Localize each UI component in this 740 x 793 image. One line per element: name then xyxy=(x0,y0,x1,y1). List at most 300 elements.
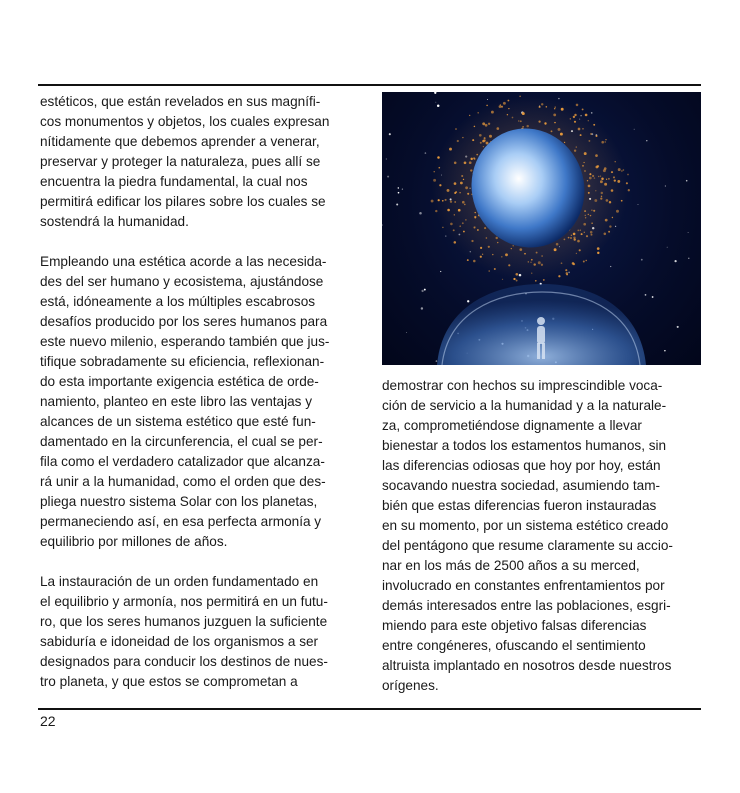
satellite-dot xyxy=(503,102,506,105)
satellite-dot xyxy=(486,237,488,239)
satellite-dot xyxy=(502,279,503,280)
satellite-dot xyxy=(461,175,463,177)
satellite-dot xyxy=(626,182,628,184)
text-line: el equilibrio y armonía, nos permitirá en un futu- xyxy=(40,594,328,609)
star xyxy=(419,212,422,215)
satellite-dot xyxy=(475,212,476,213)
text-line: en su momento, por un sistema estético creado xyxy=(382,518,669,533)
star xyxy=(667,247,668,248)
satellite-dot xyxy=(586,235,588,237)
satellite-dot xyxy=(467,259,469,261)
satellite-dot xyxy=(611,189,614,192)
satellite-dot xyxy=(597,247,600,250)
satellite-dot xyxy=(519,248,522,251)
satellite-dot xyxy=(601,178,604,181)
satellite-dot xyxy=(580,134,582,136)
satellite-dot xyxy=(606,199,609,202)
satellite-dot xyxy=(593,210,595,212)
satellite-dot xyxy=(473,226,475,228)
star xyxy=(674,260,676,262)
satellite-dot xyxy=(583,162,584,163)
satellite-dot xyxy=(496,127,499,130)
star xyxy=(467,300,469,302)
satellite-dot xyxy=(508,264,510,266)
satellite-dot xyxy=(618,168,621,171)
satellite-dot xyxy=(462,222,464,224)
satellite-dot xyxy=(488,270,490,272)
satellite-dot xyxy=(511,248,512,249)
text-line: estéticos, que están revelados en sus magnífi- xyxy=(40,94,321,109)
paragraph xyxy=(40,92,366,232)
satellite-dot xyxy=(584,210,586,212)
star xyxy=(389,133,391,135)
satellite-dot xyxy=(477,229,479,231)
text-line: encuentra la piedra fundamental, la cual nos xyxy=(40,174,308,189)
star xyxy=(406,332,407,333)
satellite-dot xyxy=(450,200,452,202)
text-line: preservar y proteger la naturaleza, pues allí se xyxy=(40,154,321,169)
satellite-dot xyxy=(465,186,468,189)
satellite-dot xyxy=(584,170,586,172)
satellite-dot xyxy=(595,190,596,191)
text-line: bién que estas diferencias fueron instauradas xyxy=(382,498,657,513)
star xyxy=(641,259,643,261)
satellite-dot xyxy=(588,214,589,215)
satellite-dot xyxy=(459,225,461,227)
satellite-dot xyxy=(512,117,514,119)
satellite-dot xyxy=(438,199,440,201)
text-line: Empleando una estética acorde a las necesida- xyxy=(40,254,327,269)
satellite-dot xyxy=(474,217,476,219)
satellite-dot xyxy=(543,279,545,281)
satellite-dot xyxy=(437,156,440,159)
satellite-dot xyxy=(483,139,486,142)
satellite-dot xyxy=(454,201,456,203)
text-line: permaneciendo así, en esa perfecta armonía y xyxy=(40,514,322,529)
satellite-dot xyxy=(554,248,557,251)
star xyxy=(424,289,426,291)
satellite-dot xyxy=(499,105,502,108)
satellite-dot xyxy=(449,148,452,151)
satellite-dot xyxy=(592,175,594,177)
text-line: altruista implantado en nosotros desde nuestros xyxy=(382,658,672,673)
satellite-dot xyxy=(605,139,606,140)
star xyxy=(382,224,383,226)
satellite-dot xyxy=(561,262,563,264)
satellite-dot xyxy=(471,240,473,242)
star xyxy=(421,290,423,292)
satellite-dot xyxy=(604,183,607,186)
satellite-dot xyxy=(601,141,604,144)
text-line: bienestar a todos los estamentos humanos, sin xyxy=(382,438,667,453)
text-line: des del ser humano y ecosistema, ajustándose xyxy=(40,274,324,289)
satellite-dot xyxy=(483,146,484,147)
satellite-dot xyxy=(561,108,564,111)
space-illustration xyxy=(382,92,701,365)
text-line: designados para conducir los destinos de nues- xyxy=(40,654,328,669)
satellite-dot xyxy=(544,122,546,124)
satellite-dot xyxy=(459,192,460,193)
satellite-dot xyxy=(573,236,575,238)
text-line: damentado en la circunferencia, el cual se per- xyxy=(40,434,323,449)
satellite-dot xyxy=(581,233,583,235)
star xyxy=(398,187,399,188)
satellite-dot xyxy=(450,223,453,226)
satellite-dot xyxy=(608,178,610,180)
satellite-dot xyxy=(588,185,591,188)
satellite-dot xyxy=(519,96,520,97)
star xyxy=(610,266,611,267)
satellite-dot xyxy=(585,217,586,218)
satellite-dot xyxy=(469,161,472,164)
star xyxy=(434,92,436,94)
satellite-dot xyxy=(480,247,482,249)
satellite-dot xyxy=(585,114,588,117)
text-line: nítidamente que debemos aprender a venerar, xyxy=(40,134,320,149)
paragraph xyxy=(40,572,366,692)
satellite-dot xyxy=(538,120,540,122)
text-line: ro, que los seres humanos juzguen la suficiente xyxy=(40,614,328,629)
star xyxy=(652,296,654,298)
satellite-dot xyxy=(454,182,457,185)
satellite-dot xyxy=(576,253,577,254)
satellite-dot xyxy=(576,146,577,147)
star xyxy=(688,232,689,233)
satellite-dot xyxy=(558,275,560,277)
satellite-dot xyxy=(512,245,513,246)
text-line: equilibrio por millones de años. xyxy=(40,534,228,549)
satellite-dot xyxy=(574,121,576,123)
satellite-dot xyxy=(515,273,518,276)
satellite-dot xyxy=(604,167,607,170)
text-line: ción de servicio a la humanidad y a la naturale- xyxy=(382,398,667,413)
satellite-dot xyxy=(472,139,474,141)
satellite-dot xyxy=(594,199,597,202)
satellite-dot xyxy=(609,225,611,227)
satellite-dot xyxy=(520,120,522,122)
satellite-dot xyxy=(565,269,567,271)
satellite-dot xyxy=(585,215,587,217)
satellite-dot xyxy=(464,161,467,164)
star xyxy=(440,271,441,272)
satellite-dot xyxy=(435,210,437,212)
star xyxy=(421,307,423,309)
text-line: miendo para este objetivo falsas diferencias xyxy=(382,618,647,633)
satellite-dot xyxy=(564,142,565,143)
satellite-dot xyxy=(531,273,532,274)
satellite-dot xyxy=(608,231,610,233)
earth-illustration-graphic xyxy=(382,92,701,365)
satellite-dot xyxy=(513,278,515,280)
satellite-dot xyxy=(479,134,482,137)
satellite-dot xyxy=(556,243,559,246)
paragraph xyxy=(382,376,702,696)
satellite-dot xyxy=(588,120,589,121)
text-line: permitirá edificar los pilares sobre los cuales se xyxy=(40,194,326,209)
satellite-dot xyxy=(553,114,556,117)
top-rule xyxy=(38,84,701,86)
text-line: za, comprometiéndose dignamente a llevar xyxy=(382,418,642,433)
satellite-dot xyxy=(458,209,461,212)
satellite-dot xyxy=(600,176,601,177)
text-line: pliega nuestro sistema Solar con los planetas, xyxy=(40,494,318,509)
satellite-dot xyxy=(507,114,508,115)
star xyxy=(487,99,488,100)
satellite-dot xyxy=(587,180,588,181)
satellite-dot xyxy=(628,189,630,191)
star xyxy=(396,203,398,205)
satellite-dot xyxy=(554,108,555,109)
text-line: las diferencias odiosas que hoy por hoy, están xyxy=(382,458,661,473)
star xyxy=(437,104,440,107)
text-line: entre congéneres, ofuscando el sentimiento xyxy=(382,638,646,653)
text-line: nar en los más de 2500 años a su merced, xyxy=(382,558,640,573)
satellite-dot xyxy=(573,233,576,236)
satellite-dot xyxy=(501,256,503,258)
page-number: 22 xyxy=(40,713,56,729)
satellite-dot xyxy=(601,196,602,197)
satellite-dot xyxy=(594,177,595,178)
star xyxy=(664,350,665,351)
satellite-dot xyxy=(585,260,586,261)
satellite-dot xyxy=(494,268,496,270)
satellite-dot xyxy=(593,124,595,126)
satellite-dot xyxy=(535,280,537,282)
text-line: este nuevo milenio, esperando también que jus- xyxy=(40,334,330,349)
satellite-dot xyxy=(485,124,488,127)
satellite-dot xyxy=(583,261,585,263)
satellite-dot xyxy=(588,192,590,194)
satellite-dot xyxy=(577,230,579,232)
satellite-dot xyxy=(582,128,584,130)
satellite-dot xyxy=(578,128,581,131)
satellite-dot xyxy=(457,140,459,142)
satellite-dot xyxy=(600,180,603,183)
star xyxy=(686,180,688,182)
satellite-dot xyxy=(623,169,625,171)
satellite-dot xyxy=(597,165,599,167)
text-line: orígenes. xyxy=(382,678,439,693)
satellite-dot xyxy=(612,217,613,218)
satellite-dot xyxy=(590,215,591,216)
satellite-dot xyxy=(445,199,447,201)
satellite-dot xyxy=(455,128,457,130)
satellite-dot xyxy=(528,261,529,262)
satellite-dot xyxy=(464,204,466,206)
satellite-dot xyxy=(454,241,457,244)
satellite-dot xyxy=(582,108,584,110)
satellite-dot xyxy=(447,209,450,212)
satellite-dot xyxy=(480,256,482,258)
satellite-dot xyxy=(522,112,525,115)
star xyxy=(425,152,427,154)
text-line: cos monumentos y objetos, los cuales expresan xyxy=(40,114,330,129)
satellite-dot xyxy=(541,103,543,105)
satellite-dot xyxy=(533,263,535,265)
satellite-dot xyxy=(474,158,476,160)
satellite-dot xyxy=(570,237,572,239)
satellite-dot xyxy=(447,189,450,192)
satellite-dot xyxy=(584,232,585,233)
satellite-dot xyxy=(615,161,616,162)
satellite-dot xyxy=(551,130,553,132)
satellite-dot xyxy=(604,141,605,142)
satellite-dot xyxy=(465,219,466,220)
satellite-dot xyxy=(536,252,538,254)
satellite-dot xyxy=(541,255,543,257)
satellite-dot xyxy=(568,237,570,239)
satellite-dot xyxy=(576,104,579,107)
satellite-dot xyxy=(489,135,492,138)
satellite-dot xyxy=(484,227,486,229)
satellite-dot xyxy=(463,231,465,233)
text-line: demás interesados entre las poblaciones, esgri- xyxy=(382,598,671,613)
satellite-dot xyxy=(470,158,472,160)
text-line: tifique sobradamente su eficiencia, reflexionan- xyxy=(40,354,325,369)
star xyxy=(435,102,436,103)
satellite-dot xyxy=(462,137,463,138)
text-line: está, idóneamente a los múltiples escabrosos xyxy=(40,294,316,309)
star xyxy=(646,140,647,141)
satellite-dot xyxy=(554,122,555,123)
satellite-dot xyxy=(473,260,476,263)
satellite-dot xyxy=(591,209,592,210)
text-line: sostendrá la humanidad. xyxy=(40,214,189,229)
satellite-dot xyxy=(539,106,541,108)
star xyxy=(645,294,647,296)
satellite-dot xyxy=(453,229,455,231)
star xyxy=(387,176,389,178)
satellite-dot xyxy=(462,201,465,204)
satellite-dot xyxy=(613,176,615,178)
satellite-dot xyxy=(470,169,472,171)
star xyxy=(634,129,635,130)
satellite-dot xyxy=(538,261,541,264)
satellite-dot xyxy=(439,184,441,186)
satellite-dot xyxy=(555,106,556,107)
satellite-dot xyxy=(433,179,436,182)
star xyxy=(398,192,400,194)
text-line: demostrar con hechos su imprescindible voca- xyxy=(382,378,663,393)
satellite-dot xyxy=(614,179,616,181)
satellite-dot xyxy=(574,150,576,152)
satellite-dot xyxy=(558,128,561,131)
satellite-dot xyxy=(580,229,581,230)
star xyxy=(665,185,666,186)
satellite-dot xyxy=(611,171,613,173)
text-line: do esta importante exigencia estética de orde- xyxy=(40,374,319,389)
satellite-dot xyxy=(495,237,497,239)
satellite-dot xyxy=(546,106,548,108)
satellite-dot xyxy=(583,223,586,226)
text-line: del pentágono que resume claramente su accio- xyxy=(382,538,673,553)
satellite-dot xyxy=(605,219,608,222)
satellite-dot xyxy=(463,179,464,180)
text-line: sabiduría e idoneidad de los organismos a ser xyxy=(40,634,319,649)
satellite-dot xyxy=(570,118,571,119)
satellite-dot xyxy=(598,176,599,177)
satellite-dot xyxy=(579,249,581,251)
star xyxy=(591,112,593,114)
satellite-dot xyxy=(442,200,444,202)
satellite-dot xyxy=(616,210,619,213)
satellite-dot xyxy=(438,167,440,169)
satellite-dot xyxy=(577,240,580,243)
text-line: rá unir a la humanidad, como el orden que des- xyxy=(40,474,326,489)
satellite-dot xyxy=(560,133,563,136)
satellite-dot xyxy=(573,116,575,118)
satellite-dot xyxy=(492,254,493,255)
satellite-dot xyxy=(442,227,444,229)
satellite-dot xyxy=(454,162,457,165)
star xyxy=(436,360,438,362)
satellite-dot xyxy=(589,177,592,180)
satellite-dot xyxy=(609,201,611,203)
star xyxy=(402,188,403,189)
satellite-dot xyxy=(431,200,434,203)
satellite-dot xyxy=(488,123,490,125)
star xyxy=(638,204,639,205)
satellite-dot xyxy=(460,182,463,185)
satellite-dot xyxy=(516,280,518,282)
satellite-dot xyxy=(627,174,629,176)
text-line: socavando nuestra sociedad, asumiendo tam- xyxy=(382,478,661,493)
text-line: La instauración de un orden fundamentado en xyxy=(40,574,319,589)
satellite-dot xyxy=(621,200,623,202)
text-line: fila como el verdadero catalizador que alcanza- xyxy=(40,454,325,469)
satellite-dot xyxy=(508,108,509,109)
text-line: tro planeta, y que estos se comprometan a xyxy=(40,674,298,689)
satellite-dot xyxy=(574,114,576,116)
satellite-dot xyxy=(564,239,566,241)
satellite-dot xyxy=(482,254,483,255)
satellite-dot xyxy=(484,137,486,139)
satellite-dot xyxy=(526,125,528,127)
satellite-dot xyxy=(491,111,494,114)
star xyxy=(558,98,559,99)
satellite-dot xyxy=(588,140,590,142)
satellite-dot xyxy=(541,264,543,266)
satellite-dot xyxy=(505,253,508,256)
satellite-dot xyxy=(486,105,488,107)
satellite-dot xyxy=(474,126,476,128)
satellite-dot xyxy=(469,115,470,116)
satellite-dot xyxy=(524,253,526,255)
satellite-dot xyxy=(604,233,607,236)
satellite-dot xyxy=(590,231,593,234)
satellite-dot xyxy=(589,173,591,175)
satellite-dot xyxy=(455,191,457,193)
satellite-dot xyxy=(530,262,531,263)
satellite-dot xyxy=(566,272,568,274)
left-column xyxy=(40,92,366,692)
satellite-dot xyxy=(571,235,572,236)
satellite-dot xyxy=(476,154,478,156)
satellite-dot xyxy=(621,170,622,171)
satellite-dot xyxy=(617,180,620,183)
satellite-dot xyxy=(582,165,584,167)
satellite-dot xyxy=(531,259,533,261)
star xyxy=(677,326,679,328)
satellite-dot xyxy=(488,246,490,248)
satellite-dot xyxy=(507,100,509,102)
satellite-dot xyxy=(600,197,602,199)
bottom-rule xyxy=(38,708,701,710)
star xyxy=(386,158,387,159)
satellite-dot xyxy=(606,179,607,180)
star xyxy=(688,258,689,259)
satellite-dot xyxy=(486,142,489,145)
